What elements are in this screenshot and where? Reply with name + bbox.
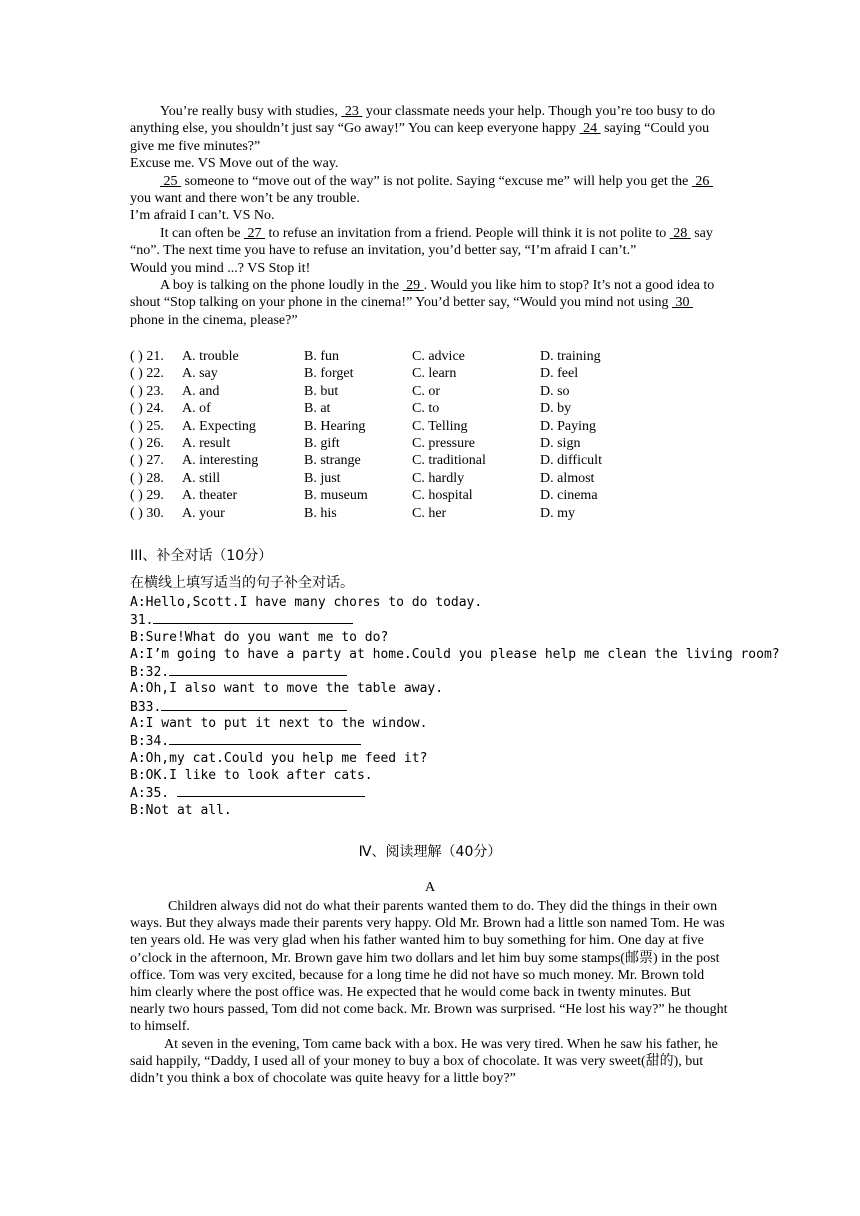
option-b: B. Hearing xyxy=(304,418,366,434)
option-b: B. forget xyxy=(304,366,354,382)
question-number: ( ) 27. xyxy=(130,453,164,469)
dialogue-text: B:OK.I like to look after cats. xyxy=(130,767,373,783)
option-b: B. strange xyxy=(304,453,361,469)
option-c: C. pressure xyxy=(412,435,475,451)
text-run: say “no”. The next time you have to refuse an invitation, you’d better say, “I’m afraid I can’t.” xyxy=(130,225,713,259)
text-run: your classmate needs your help. Though you’re too busy to do anything else, you shouldn’t just say “Go away!” You can keep everyone happy xyxy=(130,104,716,137)
dialogue-text: A:Oh,I also want to move the table away. xyxy=(130,681,444,697)
option-a: A. interesting xyxy=(182,453,259,469)
cloze-heading-4: Would you mind ...? VS Stop it! xyxy=(130,260,311,276)
option-row xyxy=(130,365,730,382)
cloze-paragraph-3 xyxy=(130,225,730,260)
option-row xyxy=(130,470,730,487)
option-c: C. Telling xyxy=(412,418,468,434)
answer-blank[interactable] xyxy=(169,732,361,745)
question-number: ( ) 28. xyxy=(130,470,164,486)
option-d: D. cinema xyxy=(540,488,598,504)
option-c: C. to xyxy=(412,401,440,417)
question-number: ( ) 26. xyxy=(130,435,164,451)
cloze-passage xyxy=(130,103,730,329)
option-row xyxy=(130,435,730,452)
option-row xyxy=(130,383,730,400)
dialogue-line xyxy=(130,594,750,611)
option-d: D. sign xyxy=(540,435,581,451)
question-number: ( ) 29. xyxy=(130,488,164,504)
option-c: C. advice xyxy=(412,349,465,364)
option-row xyxy=(130,452,730,469)
option-d: D. Paying xyxy=(540,418,596,434)
question-number: ( ) 23. xyxy=(130,383,164,399)
option-row xyxy=(130,348,730,365)
text-run: It can often be xyxy=(160,225,244,241)
dialogue-line xyxy=(130,715,750,732)
blank-27: 27 xyxy=(247,225,262,241)
dialogue-answer-line xyxy=(130,784,750,801)
option-row xyxy=(130,418,730,435)
text-run: you want and there won’t be any trouble. xyxy=(130,191,360,207)
option-row xyxy=(130,505,730,522)
blank-26: 26 xyxy=(695,173,710,189)
dialogue-text: B33. xyxy=(130,699,162,715)
passage-label: A xyxy=(424,880,436,895)
option-a: A. of xyxy=(182,401,211,417)
option-c: C. her xyxy=(412,505,447,521)
option-c: C. traditional xyxy=(412,453,486,469)
blank-25: 25 xyxy=(163,173,178,189)
option-d: D. feel xyxy=(540,366,579,382)
text-run: someone to “move out of the way” is not polite. Saying “excuse me” will help you get the xyxy=(181,173,692,189)
dialogue-text: A:Hello,Scott.I have many chores to do today. xyxy=(130,595,483,610)
text-run: to refuse an invitation from a friend. People will think it is not polite to xyxy=(264,225,670,241)
option-a: A. your xyxy=(182,505,225,521)
option-a: A. still xyxy=(182,470,221,486)
dialogue-answer-line xyxy=(130,663,750,680)
option-a: A. trouble xyxy=(182,349,239,364)
text-run: saying “Could you give me five minutes?” xyxy=(130,121,710,154)
dialogue-line xyxy=(130,767,750,784)
dialogue-answer-line xyxy=(130,698,750,715)
answer-blank[interactable] xyxy=(177,784,365,797)
cloze-paragraph-1 xyxy=(130,103,730,155)
question-number: ( ) 22. xyxy=(130,366,164,382)
option-b: B. museum xyxy=(304,488,368,504)
option-d: D. almost xyxy=(540,470,595,486)
text-run: phone in the cinema, please?” xyxy=(130,312,298,328)
text-run: You’re really busy with studies, xyxy=(160,104,342,119)
dialogue-text: B:Not at all. xyxy=(130,802,232,818)
option-b: B. fun xyxy=(304,349,339,364)
option-a: A. result xyxy=(182,435,231,451)
question-number: ( ) 25. xyxy=(130,418,164,434)
option-d: D. my xyxy=(540,505,575,521)
option-b: B. gift xyxy=(304,435,340,451)
section-3-title: III、补全对话（10分） xyxy=(130,548,273,564)
dialogue-line xyxy=(130,750,750,767)
dialogue-line xyxy=(130,629,750,646)
dialogue-text: A:I want to put it next to the window. xyxy=(130,716,428,732)
text-run: A boy is talking on the phone loudly in the xyxy=(160,278,403,294)
option-b: B. his xyxy=(304,505,337,521)
option-row xyxy=(130,400,730,417)
option-d: D. so xyxy=(540,383,570,399)
dialogue-text: 31. xyxy=(130,613,154,629)
option-b: B. just xyxy=(304,470,341,486)
option-c: C. or xyxy=(412,383,440,399)
dialogue-line xyxy=(130,802,750,819)
question-number: ( ) 24. xyxy=(130,401,164,417)
cloze-paragraph-2 xyxy=(130,173,730,208)
answer-blank[interactable] xyxy=(161,698,347,711)
reading-passage-a xyxy=(130,898,728,1087)
blank-24: 24 xyxy=(583,121,598,137)
section-4-title: Ⅳ、阅读理解（40分） xyxy=(358,844,502,860)
answer-blank[interactable] xyxy=(169,663,347,676)
dialogue-text: B:34. xyxy=(130,734,170,750)
reading-paragraph-2: At seven in the evening, Tom came back with a box. He was very tired. When he saw his father, he said happily, “Daddy, I used all of your money to buy a box of chocolate. It was very sweet(甜的), but didn’t you think a box of chocolate was quite heavy for a little boy?” xyxy=(130,1036,718,1087)
option-c: C. hospital xyxy=(412,488,473,504)
option-a: A. theater xyxy=(182,488,238,504)
blank-23: 23 xyxy=(344,104,359,119)
cloze-heading-3: I’m afraid I can’t. VS No. xyxy=(130,208,275,224)
text-run: . Would you like him to stop? It’s not a good idea to shout “Stop talking on your phone in the cinema!” You’d better say, “Would you mind not using xyxy=(130,278,715,311)
dialogue-completion xyxy=(130,594,780,819)
question-number: ( ) 30. xyxy=(130,505,164,521)
question-number: ( ) 21. xyxy=(130,349,164,364)
cloze-heading-2: Excuse me. VS Move out of the way. xyxy=(130,156,339,172)
cloze-options-list xyxy=(130,348,730,522)
dialogue-text: B:Sure!What do you want me to do? xyxy=(130,629,389,645)
dialogue-text: A:Oh,my cat.Could you help me feed it? xyxy=(130,750,428,766)
option-b: B. at xyxy=(304,401,331,417)
dialogue-line xyxy=(130,646,780,663)
blank-30: 30 xyxy=(675,295,690,311)
dialogue-line xyxy=(130,680,750,697)
option-d: D. by xyxy=(540,401,572,417)
dialogue-text: A:I’m going to have a party at home.Could you please help me clean the living room? xyxy=(130,646,780,662)
dialogue-text: B:32. xyxy=(130,665,170,681)
option-c: C. hardly xyxy=(412,470,465,486)
section-3-instruction: 在横线上填写适当的句子补全对话。 xyxy=(130,575,354,591)
answer-blank[interactable] xyxy=(153,611,353,624)
cloze-paragraph-4 xyxy=(130,277,730,329)
option-a: A. Expecting xyxy=(182,418,256,434)
option-a: A. say xyxy=(182,366,218,382)
option-b: B. but xyxy=(304,383,339,399)
reading-paragraph-1: Children always did not do what their parents wanted them to do. They did the things in their own ways. But they always made their parents very happy. Old Mr. Brown had a little son named Tom. He was ten years old. He was very glad when his father wanted him to buy something for him. One day at five o’clock in the afternoon, Mr. Brown gave him two dollars and let him buy some stamps(邮票) in the post office. Tom was very excited, because for a long time he did not have so much money. Mr. Brown told him clearly where the post office was. He expected that he would come back in twenty minutes. But nearly two hours passed, Tom did not come back. Mr. Brown was surprised. “He lost his way?” he thought to himself. xyxy=(130,899,728,1035)
dialogue-answer-line xyxy=(130,611,750,628)
blank-28: 28 xyxy=(673,225,688,241)
option-d: D. training xyxy=(540,349,601,364)
option-a: A. and xyxy=(182,383,220,399)
option-d: D. difficult xyxy=(540,453,602,469)
dialogue-answer-line xyxy=(130,732,750,749)
blank-29: 29 xyxy=(406,278,421,294)
option-c: C. learn xyxy=(412,366,457,382)
option-row xyxy=(130,487,730,504)
dialogue-text: A:35. xyxy=(130,786,177,802)
